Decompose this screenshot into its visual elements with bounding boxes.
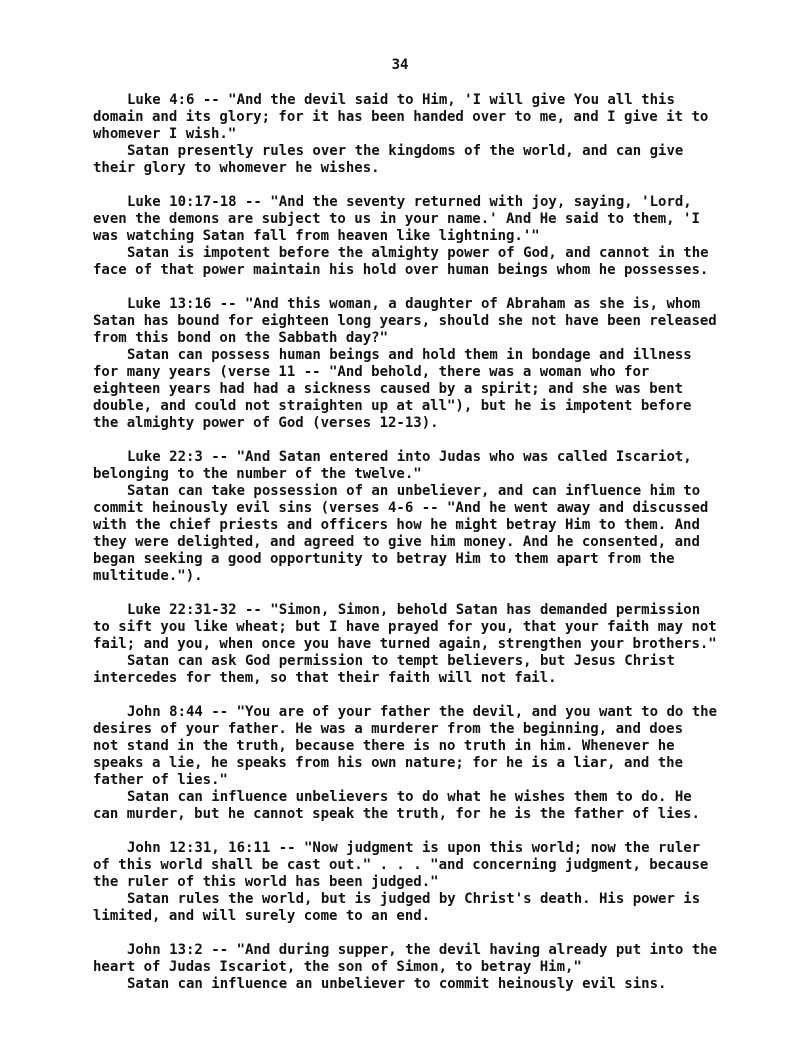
- scripture-quote: John 8:44 -- "You are of your father the devil, and you want to do the desires of your father. He was a murderer from the beginning, and does not stand in the truth, because there is no truth in him. Whenever he speaks a lie, he speaks from his own nature; for he is a liar, and the father of lies.": [93, 704, 718, 788]
- scripture-entry: [93, 704, 773, 823]
- scripture-quote: John 13:2 -- "And during supper, the devil having already put into the heart of Judas Iscariot, the son of Simon, to betray Him,": [93, 942, 718, 975]
- scripture-entry: [93, 296, 773, 432]
- page-number: 34: [391, 57, 409, 73]
- scripture-entry: [93, 194, 773, 279]
- scripture-quote: Luke 4:6 -- "And the devil said to Him, 'I will give You all this domain and its glory; for it has been handed over to me, and I give it to whomever I wish.": [93, 92, 709, 142]
- scripture-entry: [93, 92, 773, 177]
- commentary: Satan is impotent before the almighty power of God, and cannot in the face of that power maintain his hold over human beings whom he possesses.: [93, 245, 709, 278]
- scripture-quote: Luke 10:17-18 -- "And the seventy returned with joy, saying, 'Lord, even the demons are subject to us in your name.' And He said to them, 'I was watching Satan fall from heaven like lightning.'": [93, 194, 700, 244]
- scripture-entry: [93, 840, 773, 925]
- scripture-quote: Luke 22:31-32 -- "Simon, Simon, behold Satan has demanded permission to sift you like wheat; but I have prayed for you, that your faith may not fail; and you, when once you have turned again, strengthen your brothers.": [93, 602, 717, 652]
- scripture-entry: [93, 449, 773, 585]
- commentary: Satan can ask God permission to tempt believers, but Jesus Christ intercedes for them, so that their faith will not fail.: [93, 653, 675, 686]
- commentary: Satan can possess human beings and hold them in bondage and illness for many years (verse 11 -- "And behold, there was a woman who for eighteen years had had a sickness caused by a spirit; and she was bent double, and could not straighten up at all"), but he is impotent before the almighty power of God (verses 12-13).: [93, 347, 692, 431]
- scripture-quote: Luke 13:16 -- "And this woman, a daughter of Abraham as she is, whom Satan has bound for eighteen long years, should she not have been released from this bond on the Sabbath day?": [93, 296, 717, 346]
- commentary: Satan rules the world, but is judged by Christ's death. His power is limited, and will surely come to an end.: [93, 891, 701, 924]
- document-body: [93, 92, 773, 1010]
- scripture-quote: Luke 22:3 -- "And Satan entered into Judas who was called Iscariot, belonging to the number of the twelve.": [93, 449, 692, 482]
- commentary: Satan presently rules over the kingdoms of the world, and can give their glory to whomever he wishes.: [93, 143, 684, 176]
- commentary: Satan can take possession of an unbeliever, and can influence him to commit heinously evil sins (verses 4-6 -- "And he went away and discussed with the chief priests and officers how he might betray Him to them. And they were delighted, and agreed to give him money. And he consented, and began seeking a good opportunity to betray Him to them apart from the multitude.").: [93, 483, 709, 584]
- scripture-entry: [93, 942, 773, 993]
- scripture-quote: John 12:31, 16:11 -- "Now judgment is upon this world; now the ruler of this world shall be cast out." . . . "and concerning judgment, because the ruler of this world has been judged.": [93, 840, 709, 890]
- commentary: Satan can influence unbelievers to do what he wishes them to do. He can murder, but he cannot speak the truth, for he is the father of lies.: [93, 789, 700, 822]
- commentary: Satan can influence an unbeliever to commit heinously evil sins.: [127, 976, 667, 992]
- scripture-entry: [93, 602, 773, 687]
